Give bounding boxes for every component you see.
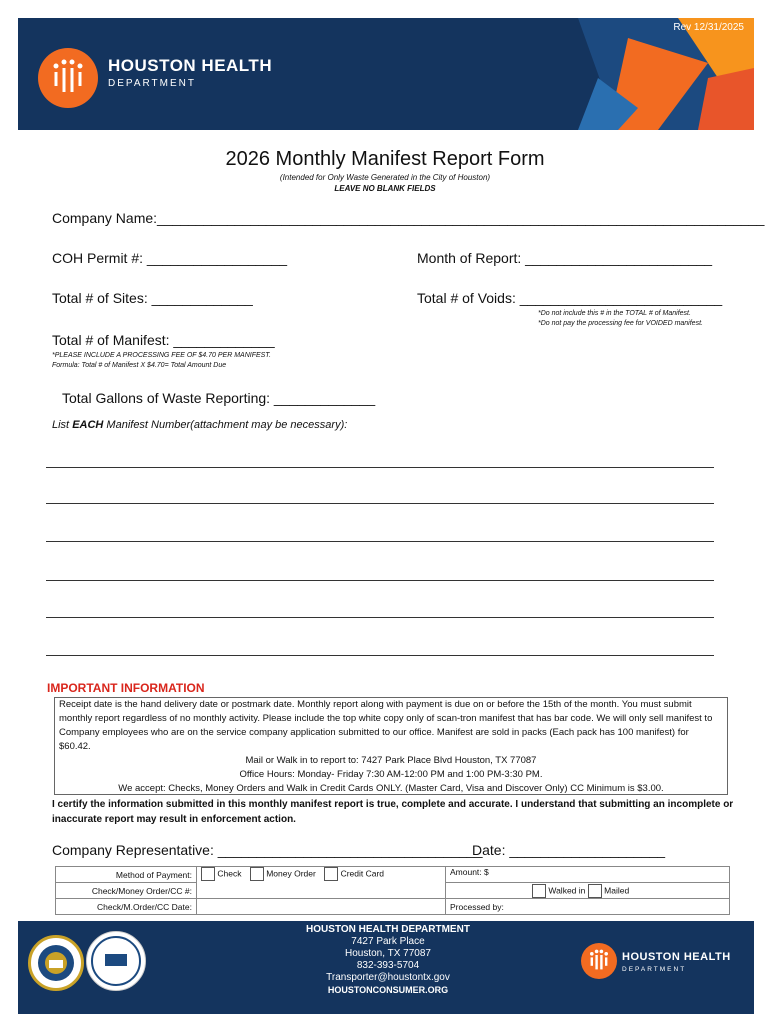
- mail-address: Mail or Walk in to report to: 7427 Park Place Blvd Houston, TX 77087: [245, 755, 537, 766]
- important-info-box: [54, 697, 728, 795]
- payment-accepted: We accept: Checks, Money Orders and Walk in Credit Cards ONLY. (Master Card, Visa and Discover Only) CC Minimum is $3.00.: [118, 783, 664, 794]
- total-manifest-field[interactable]: Total # of Manifest: _____________: [52, 332, 275, 348]
- money-order-checkbox[interactable]: [250, 867, 264, 881]
- manifest-line-6[interactable]: [46, 655, 714, 656]
- coh-permit-field[interactable]: COH Permit #: __________________: [52, 250, 288, 266]
- check-number-label: Check/Money Order/CC #:: [56, 883, 197, 899]
- manifest-line-1[interactable]: [46, 467, 714, 468]
- manifest-line-4[interactable]: [46, 580, 714, 581]
- office-hours: Office Hours: Monday- Friday 7:30 AM-12:00 PM and 1:00 PM-3:30 PM.: [239, 769, 543, 780]
- fee-note-1: *PLEASE INCLUDE A PROCESSING FEE OF $4.70 PER MANIFEST.: [52, 352, 271, 359]
- voids-note-2: *Do not pay the processing fee for VOIDED manifest.: [538, 320, 703, 327]
- total-sites-field[interactable]: Total # of Sites: _____________: [52, 290, 253, 306]
- footer-dept: HOUSTON HEALTH DEPARTMENT: [306, 924, 470, 935]
- amount-label[interactable]: Amount: $: [446, 867, 730, 883]
- method-of-payment-label: Method of Payment:: [56, 867, 197, 883]
- revision-date: Rev 12/31/2025: [673, 22, 744, 33]
- payment-table: [55, 866, 730, 915]
- total-voids-field[interactable]: Total # of Voids: __________________________: [417, 290, 723, 306]
- company-representative-field[interactable]: Company Representative: __________________________________: [52, 842, 483, 858]
- total-gallons-field[interactable]: Total Gallons of Waste Reporting: _____________: [62, 390, 376, 406]
- voids-note-1: *Do not include this # in the TOTAL # of Manifest.: [538, 310, 691, 317]
- fee-note-2: Formula: Total # of Manifest X $4.70= Total Amount Due: [52, 362, 227, 369]
- footer-phone: 832-393-5704: [356, 960, 420, 971]
- footer-logo-icon: [581, 943, 617, 979]
- footer-contact: [218, 924, 558, 996]
- footer-website[interactable]: HOUSTONCONSUMER.ORG: [327, 985, 449, 995]
- manifest-line-2[interactable]: [46, 503, 714, 504]
- form-subtitle: (Intended for Only Waste Generated in the City of Houston): [279, 173, 491, 182]
- manifest-line-5[interactable]: [46, 617, 714, 618]
- phab-accreditation-icon: [86, 931, 146, 991]
- footer-address-2: Houston, TX 77087: [345, 948, 431, 959]
- check-checkbox[interactable]: [201, 867, 215, 881]
- payment-date-label: Check/M.Order/CC Date:: [56, 899, 197, 915]
- no-blank-notice: LEAVE NO BLANK FIELDS: [334, 184, 436, 193]
- date-field[interactable]: Date: ____________________: [472, 842, 666, 858]
- city-seal-icon: [28, 935, 84, 991]
- receipt-options: Walked in Mailed: [446, 883, 730, 899]
- header-banner: [18, 18, 754, 130]
- footer-address-1: 7427 Park Place: [351, 936, 425, 947]
- payment-method-options: Check Money Order Credit Card: [197, 867, 446, 899]
- info-paragraph: Receipt date is the hand delivery date or postmark date. Monthly report along with payment is due on or before the 15th of the month. You must submit monthly report regardless of no monthly activity. Please include the top white copy only of scan-tron manifest that has bar code. We will only sell manifest to Company employees who are on the service company application submitted to our office. Manifest are sold in packs (Each pack has 100 manifest) for $60.42.: [59, 699, 713, 752]
- company-name-field[interactable]: Company Name:______________________________________________________________________________: [52, 210, 765, 226]
- form-title: 2026 Monthly Manifest Report Form: [225, 148, 545, 170]
- list-manifest-instruction: List EACH Manifest Number(attachment may be necessary):: [52, 419, 348, 431]
- logo-icon: [38, 48, 98, 108]
- mailed-checkbox[interactable]: [588, 884, 602, 898]
- walked-in-checkbox[interactable]: [532, 884, 546, 898]
- payment-date-input[interactable]: [197, 899, 446, 915]
- manifest-line-3[interactable]: [46, 541, 714, 542]
- processed-by-label: Processed by:: [446, 899, 730, 915]
- footer: [18, 921, 754, 1014]
- certification-text: I certify the information submitted in this monthly manifest report is true, complete and accurate. I understand that submitting an incomplete or inaccurate report may result in enforcement action.: [52, 799, 734, 825]
- footer-brand-line2: DEPARTMENT: [622, 966, 687, 973]
- brand-line1: HOUSTON HEALTH: [108, 56, 273, 75]
- important-heading: IMPORTANT INFORMATION: [47, 681, 205, 695]
- brand-line2: DEPARTMENT: [108, 78, 196, 89]
- footer-brand-line1: HOUSTON HEALTH: [622, 951, 731, 963]
- footer-email[interactable]: Transporter@houstontx.gov: [326, 972, 450, 983]
- credit-card-checkbox[interactable]: [324, 867, 338, 881]
- month-of-report-field[interactable]: Month of Report: ________________________: [417, 250, 713, 266]
